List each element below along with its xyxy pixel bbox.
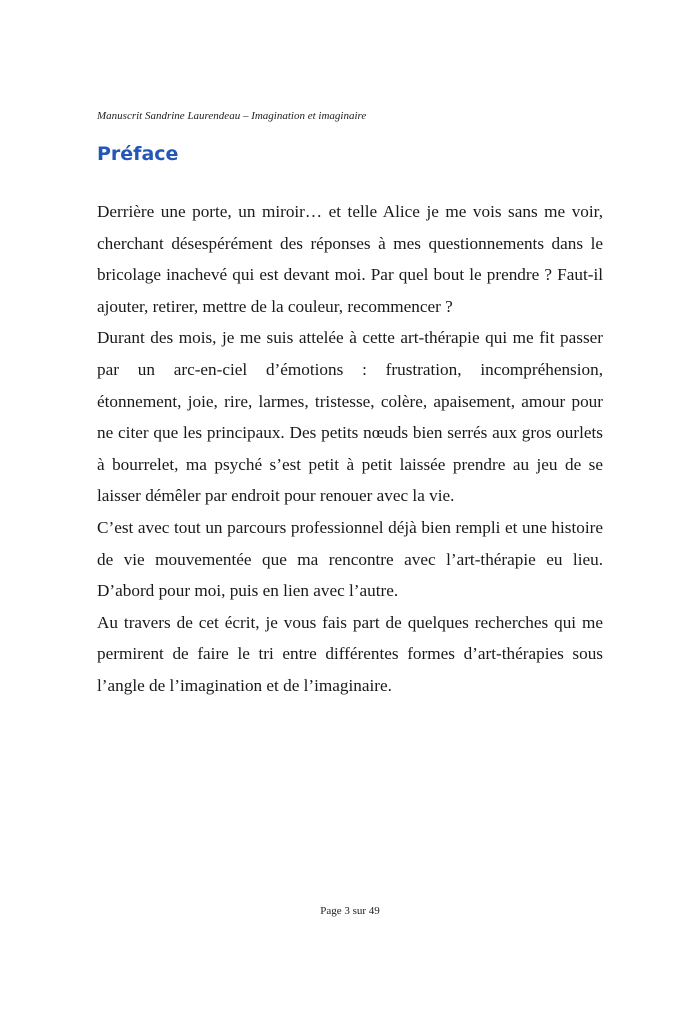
paragraph-2: Durant des mois, je me suis attelée à cette art-thérapie qui me fit passer par un arc-en-ciel d’émotions : frustration, incompréhension, étonnement, joie, rire, larmes, tristesse, colère, apaisement, amour pour ne citer que les principaux. Des petits nœuds bien serrés aux gros ourlets à bourrelet, ma psyché s’est petit à petit laissée prendre au jeu de se laisser démêler par endroit pour renouer avec la vie. (97, 328, 603, 506)
paragraph-4: Au travers de cet écrit, je vous fais part de quelques recherches qui me permirent de faire le tri entre différentes formes d’art-thérapies sous l’angle de l’imagination et de l’imaginaire. (97, 612, 603, 695)
paragraph-3: C’est avec tout un parcours professionnel déjà bien rempli et une histoire de vie mouvementée que ma rencontre avec l’art-thérapie eu lieu. D’abord pour moi, puis en lien avec l’autre. (97, 517, 603, 601)
paragraph-1: Derrière une porte, un miroir… et telle Alice je me vois sans me voir, cherchant désespérément des réponses à mes questionnements dans le bricolage inachevé qui est devant moi. Par quel bout le prendre ? Faut-il ajouter, retirer, mettre de la couleur, recommencer ? (97, 202, 603, 316)
page-number: Page 3 sur 49 (320, 905, 380, 917)
section-title: Préface (97, 143, 179, 165)
running-header: Manuscrit Sandrine Laurendeau – Imagination et imaginaire (97, 110, 367, 122)
preface-body (97, 196, 603, 702)
